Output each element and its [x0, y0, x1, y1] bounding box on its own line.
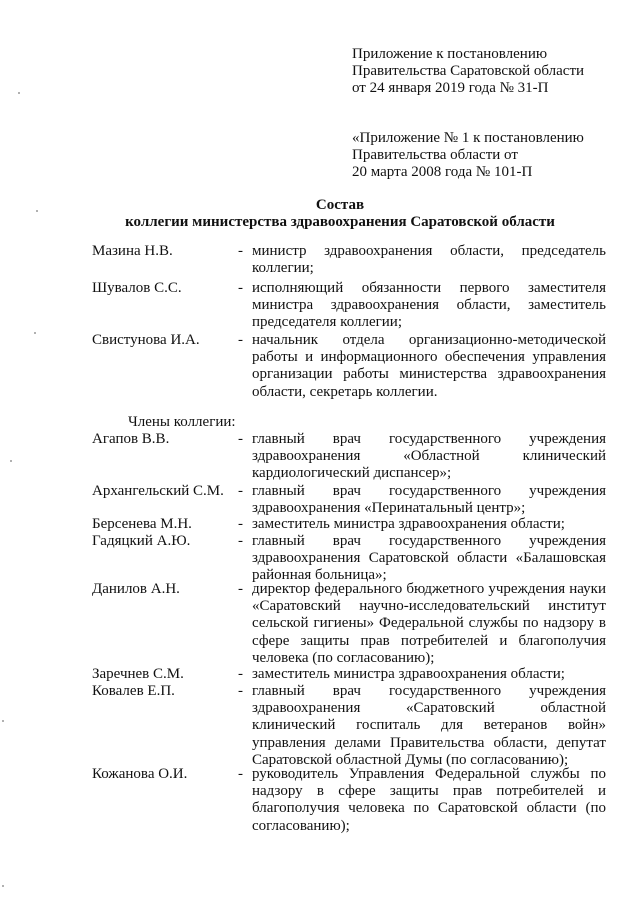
- person-name: Кожанова О.И.: [92, 766, 188, 782]
- person-name: Заречнев С.М.: [92, 666, 184, 682]
- person-name: Шувалов С.С.: [92, 280, 182, 296]
- dash: -: [238, 533, 243, 549]
- person-name: Ковалев Е.П.: [92, 683, 175, 699]
- person-description: министр здравоохранения области, председатель коллегии;: [252, 243, 606, 277]
- title-line-1: Состав: [315, 197, 365, 213]
- person-name: Гадяцкий А.Ю.: [92, 533, 191, 549]
- annex-header-line: Правительства Саратовской области: [352, 63, 585, 80]
- annex-header-line: Приложение к постановлению: [352, 46, 548, 62]
- person-name: Данилов А.Н.: [92, 581, 180, 597]
- person-description: заместитель министра здравоохранения области;: [252, 516, 565, 532]
- scan-speck: [2, 720, 4, 722]
- scan-speck: [34, 332, 36, 334]
- person-name: Свистунова И.А.: [92, 332, 200, 348]
- person-description: исполняющий обязанности первого заместителя министра здравоохранения области, заместитель председателя коллегии;: [252, 280, 606, 331]
- scan-speck: [10, 460, 12, 462]
- person-description: начальник отдела организационно-методической работы и информационного обеспечения управления организации работы министерства здравоохранения области, секретарь коллегии.: [252, 332, 606, 400]
- dash: -: [238, 683, 243, 699]
- annex-header-line: от 24 января 2019 года № 31-П: [352, 80, 549, 97]
- annex-original: [352, 130, 622, 182]
- scan-speck: [2, 885, 4, 887]
- annex-original-line: Правительства области от: [352, 147, 518, 164]
- annex-header: [352, 46, 622, 98]
- person-name: Мазина Н.В.: [92, 243, 173, 259]
- dash: -: [238, 483, 243, 499]
- dash: -: [238, 666, 243, 682]
- person-description: главный врач государственного учреждения здравоохранения «Областной клинический кардиологический диспансер»;: [252, 431, 606, 482]
- dash: -: [238, 766, 243, 782]
- person-description: директор федерального бюджетного учреждения науки «Саратовский научно-исследовательский институт сельской гигиены» Федеральной службы по надзору в сфере защиты прав потребителей и благополучия человека (по согласованию);: [252, 581, 606, 666]
- dash: -: [238, 516, 243, 532]
- members-heading: Члены коллегии:: [128, 414, 236, 430]
- person-description: главный врач государственного учреждения здравоохранения «Перинатальный центр»;: [252, 483, 606, 517]
- person-name: Агапов В.В.: [92, 431, 170, 447]
- person-description: главный врач государственного учреждения здравоохранения Саратовской области «Балашовская районная больница»;: [252, 533, 606, 584]
- annex-original-line: «Приложение № 1 к постановлению: [352, 130, 584, 146]
- dash: -: [238, 280, 243, 296]
- person-description: заместитель министра здравоохранения области;: [252, 666, 565, 682]
- dash: -: [238, 243, 243, 259]
- person-description: руководитель Управления Федеральной службы по надзору в сфере защиты прав потребителей и благополучия человека по Саратовской области (по согласованию);: [252, 766, 606, 834]
- person-name: Берсенева М.Н.: [92, 516, 192, 532]
- annex-original-line: 20 марта 2008 года № 101-П: [352, 164, 533, 181]
- title-line-2: коллегии министерства здравоохранения Саратовской области: [125, 214, 555, 231]
- dash: -: [238, 431, 243, 447]
- scan-speck: [36, 210, 38, 212]
- document-title: [60, 197, 620, 231]
- dash: -: [238, 581, 243, 597]
- scan-speck: [18, 92, 20, 94]
- person-name: Архангельский С.М.: [92, 483, 224, 499]
- dash: -: [238, 332, 243, 348]
- person-description: главный врач государственного учреждения здравоохранения «Саратовский областной клинический госпиталь для ветеранов войн» управления делами Правительства области, депутат Саратовской областной Думы (по согласованию);: [252, 683, 606, 768]
